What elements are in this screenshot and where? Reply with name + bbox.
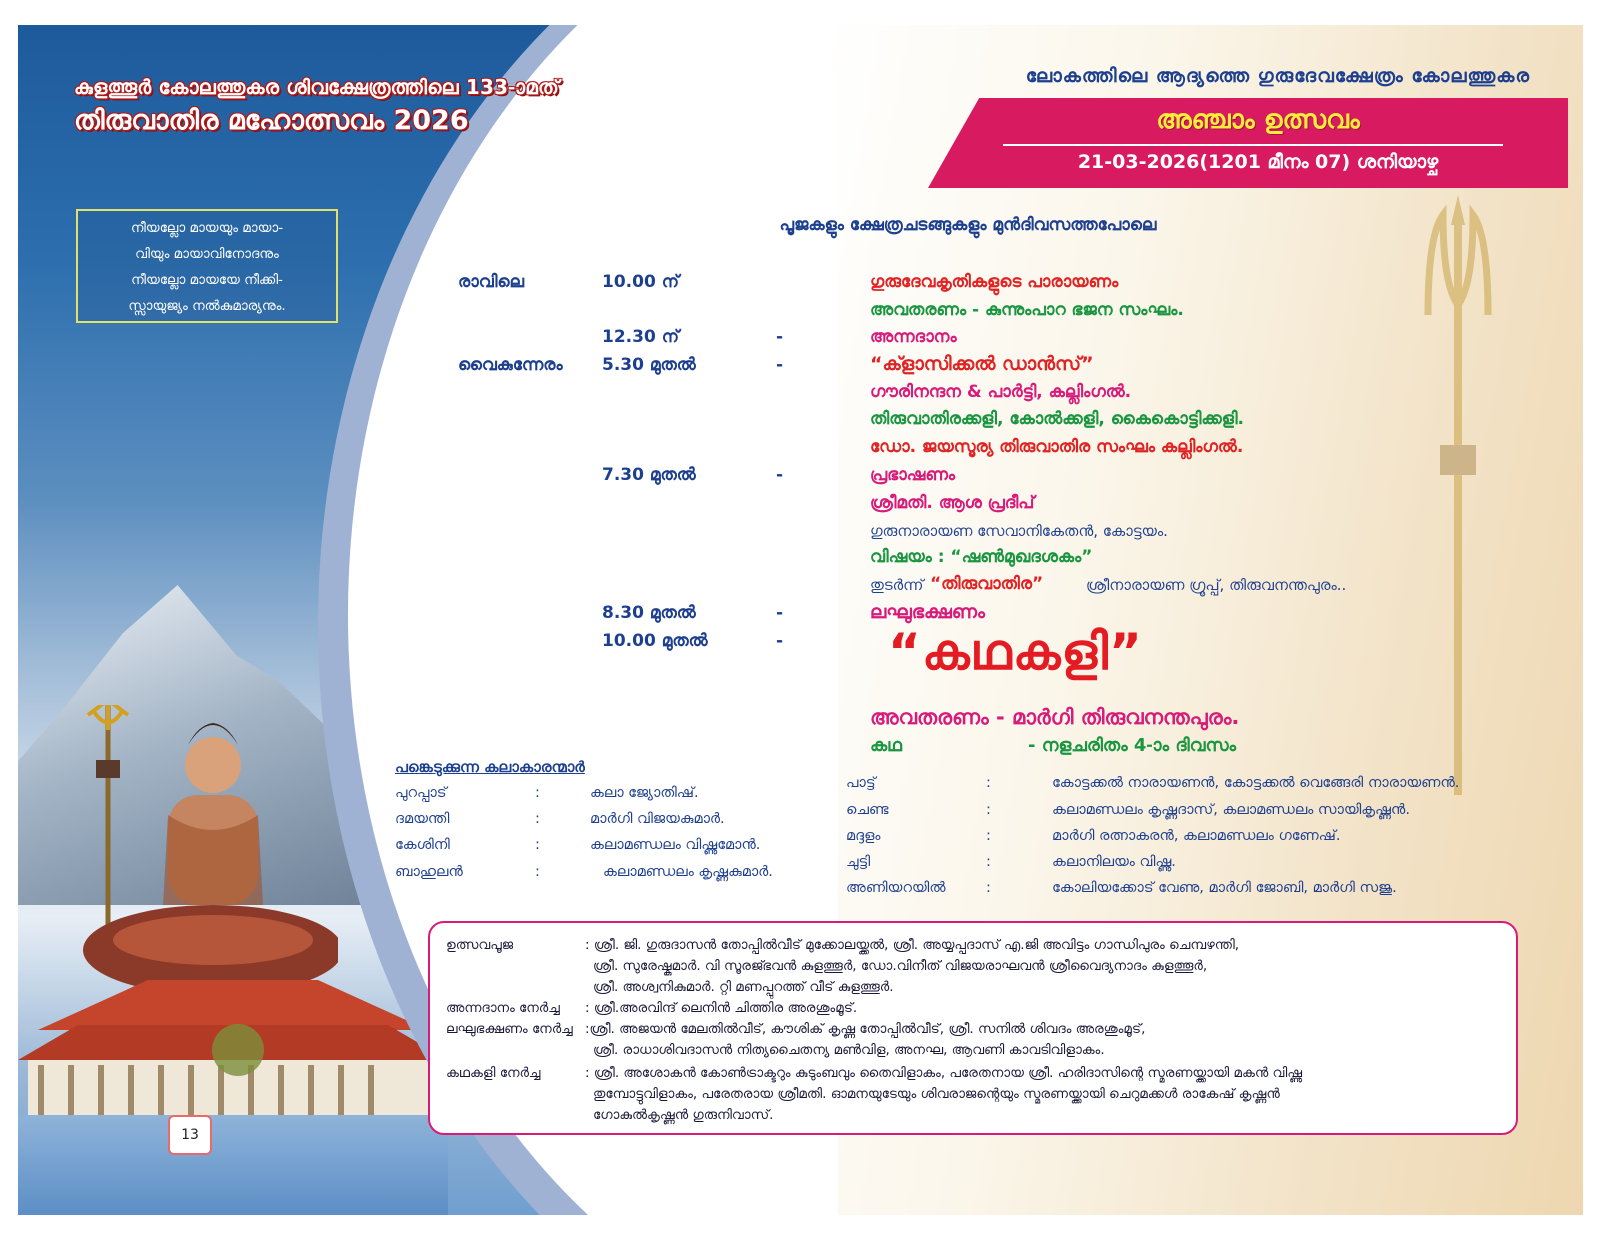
sponsor-line: ശ്രീ. സുരേഷ്കുമാർ. വി സൂരജ്ഭവൻ കുളത്തൂർ, ഡോ.വിനീത് വിജയരാഘവൻ ശ്രീവൈദ്യനാദം കുളത്തൂർ, (593, 958, 1208, 974)
artist-role: ബാഹുലൻ (395, 864, 463, 880)
sponsor-line: തുമ്പോട്ടുവിളാകം, പരേതരായ ശ്രീമതി. ഓമനയുടേയും ശിവരാജന്റെയും സ്മരണയ്ക്കായി ചെറുമക്കൾ രാകേഷ് കൃഷ്ണൻ (593, 1086, 1280, 1102)
schedule-detail: ഡോ. ജയസൂര്യ തിരുവാതിര സംഘം കല്ലിംഗൽ. (870, 437, 1244, 457)
sponsors-box (428, 921, 1518, 1135)
followup-group: ശ്രീനാരായണ ഗ്രൂപ്പ്, തിരുവനന്തപുരം.. (1086, 576, 1347, 594)
ribbon-divider (1003, 144, 1503, 146)
water-reflection (18, 1115, 448, 1215)
story-value: - നളചരിതം 4-ാം ദിവസം (1028, 735, 1237, 756)
schedule-dash: - (776, 603, 784, 623)
artist-name: മാർഗി രത്നാകരൻ, കലാമണ്ഡലം ഗണേഷ്. (1052, 828, 1341, 844)
schedule-time: 7.30 മുതൽ (602, 465, 696, 485)
artist-colon: : (535, 785, 540, 801)
page-number: 13 (168, 1115, 212, 1155)
schedule-dash: - (776, 355, 784, 375)
artist-name: മാർഗി വിജയകുമാർ. (590, 811, 725, 827)
poem-line: നീയല്ലോ മായയേ നീക്കി- (131, 272, 283, 288)
trishul-decoration-icon (1418, 195, 1498, 795)
sponsor-line: ശ്രീ. അശ്വനികുമാർ. റ്റി മണപ്പുറത്ത് വീട് കുളത്തൂർ. (593, 979, 894, 995)
schedule-title: ഗുരുദേവകൃതികളുടെ പാരായണം (870, 272, 1119, 292)
brochure-page (18, 25, 1583, 1215)
festival-header (74, 75, 559, 137)
schedule-detail: ഗൗരിനന്ദന & പാർട്ടി, കല്ലിംഗൽ. (870, 382, 1132, 402)
artist-name: കലാമണ്ഡലം കൃഷ്ണദാസ്, കലാമണ്ഡലം സായികൃഷ്ണൻ. (1052, 802, 1410, 818)
speaker-name: ശ്രീമതി. ആശ പ്രദീപ് (870, 493, 1035, 513)
artist-colon: : (535, 837, 540, 853)
sponsor-line: ശ്രീ. രാധാശിവദാസൻ നിത്യചൈതന്യ മൺവിള, അനഘ, ആവണി കാവടിവിളാകം. (593, 1042, 1105, 1058)
schedule-title: അന്നദാനം (870, 327, 957, 347)
sponsor-line: : ശ്രീ. അശോകൻ കോൺട്രാക്ടറും കുടുംബവും തൈവിളാകം, പരേതനായ ശ്രീ. ഹരിദാസിന്റെ സ്മരണയ്ക്കായി മകൻ വിഷ്ണു (585, 1065, 1303, 1081)
artist-name: കലാനിലയം വിഷ്ണു. (1052, 854, 1176, 870)
temple-tagline: ലോകത്തിലെ ആദ്യത്തെ ഗുരുദേവക്ഷേത്രം കോലത്തുകര (1025, 65, 1530, 87)
schedule-dash: - (776, 465, 784, 485)
artist-role: ചെണ്ട (846, 802, 889, 818)
festival-title: തിരുവാതിര മഹോത്സവം 2026 (74, 105, 469, 136)
schedule-dash: - (776, 631, 784, 651)
poem-line: വിയും മായാവിനോദനും (135, 246, 279, 262)
artist-role: ചുട്ടി (846, 854, 871, 870)
schedule-detail: തിരുവാതിരക്കളി, കോൽക്കളി, കൈകൊട്ടിക്കളി. (870, 409, 1244, 429)
sponsor-line: ഗോകുൽകൃഷ്ണൻ ഗുരുനിവാസ്. (593, 1107, 774, 1123)
schedule-title: “ക്ളാസിക്കൽ ഡാൻസ്” (870, 353, 1094, 375)
schedule-period: വൈകുന്നേരം (458, 355, 563, 375)
artist-role: പാട്ട് (846, 775, 876, 791)
speech-topic: വിഷയം : “ഷൺമുഖദശകം” (870, 547, 1093, 567)
artist-role: അണിയറയിൽ (846, 880, 946, 896)
schedule-title: പ്രഭാഷണം (870, 465, 956, 485)
artist-name: കലാ ജ്യോതിഷ്. (590, 785, 699, 801)
followup-highlight: “തിരുവാതിര” (930, 574, 1044, 594)
schedule-detail: അവതരണം - കുന്നുംപാറ ഭജന സംഘം. (870, 300, 1184, 320)
artist-colon: : (986, 828, 991, 844)
shiva-figure-illustration (48, 705, 338, 1005)
poem-line: സ്സായുജ്യം നൽകുമാര്യനും. (128, 298, 286, 314)
rituals-note: പൂജകളും ക്ഷേത്രചടങ്ങുകളും മുൻദിവസത്തപോലെ (779, 215, 1157, 235)
schedule-period: രാവിലെ (458, 272, 525, 292)
schedule-time: 5.30 മുതൽ (602, 355, 696, 375)
artist-role: കേശിനി (395, 837, 450, 853)
artist-name: കലാമണ്ഡലം കൃഷ്ണകുമാർ. (603, 864, 773, 880)
sponsor-line: : ശ്രീ. ജി. ഗുരുദാസൻ തോപ്പിൽവീട് മുക്കോലയ്ക്കൽ, ശ്രീ. അയ്യപ്പദാസ് എ.ജി അവിട്ടം ഗാന്ധിപുരം ചെമ്പഴന്തി, (585, 937, 1240, 953)
artists-heading: പങ്കെടുക്കുന്ന കലാകാരന്മാർ (395, 758, 585, 776)
schedule-time: 8.30 മുതൽ (602, 603, 696, 623)
artist-colon: : (535, 811, 540, 827)
schedule-title: ലഘുഭക്ഷണം (870, 601, 985, 623)
speaker-affiliation: ഗുരുനാരായണ സേവാനികേതൻ, കോട്ടയം. (870, 522, 1168, 540)
poem-line: നീയല്ലോ മായയും മായാ- (130, 220, 284, 236)
artist-colon: : (986, 775, 991, 791)
artist-colon: : (986, 802, 991, 818)
schedule-dash: - (776, 327, 784, 347)
artist-name: കലാമണ്ഡലം വിഷ്ണുമോൻ. (590, 837, 761, 853)
story-label: കഥ (870, 735, 902, 756)
sponsor-category: ലഘുഭക്ഷണം നേർച്ച (446, 1021, 573, 1037)
sponsor-category: അന്നദാനം നേർച്ച (446, 1000, 560, 1016)
kathakali-title: “കഥകളി” (888, 623, 1143, 681)
day-date: 21-03-2026(1201 മീനം 07) ശനിയാഴ്ച (1077, 151, 1439, 173)
temple-name: കുളത്തൂർ കോലത്തുകര ശിവക്ഷേത്രത്തിലെ 133-ാമത് (74, 75, 560, 99)
sponsor-line: :ശ്രീ. അജയൻ മേലതിൽവീട്, കൗശിക് കൃഷ്ണ തോപ്പിൽവീട്, ശ്രീ. സനിൽ ശിവദം അരശുംമൂട്, (585, 1021, 1146, 1037)
artist-name: കോട്ടക്കൽ നാരായണൻ, കോട്ടക്കൽ വെങ്ങേരി നാരായണൻ. (1052, 775, 1460, 791)
artist-name: കോലിയക്കോട് വേണു, മാർഗി ജോബി, മാർഗി സജു. (1052, 880, 1397, 896)
sponsor-line: : ശ്രീ.അരവിന്ദ് ലെനിൻ ചിത്തിര അരശുംമൂട്. (585, 1000, 858, 1016)
artist-colon: : (986, 854, 991, 870)
performance-presenter: അവതരണം - മാർഗി തിരുവനന്തപുരം. (870, 705, 1240, 729)
schedule-time: 10.00 ന് (602, 272, 679, 292)
followup-prefix: തുടർന്ന് (870, 576, 924, 594)
sponsor-category: ഉത്സവപൂജ (446, 937, 514, 953)
artist-colon: : (986, 880, 991, 896)
artist-role: പുറപ്പാട് (395, 785, 447, 801)
poem-verse-box (76, 209, 338, 323)
schedule-time: 10.00 മുതൽ (602, 631, 708, 651)
artist-colon: : (535, 864, 540, 880)
schedule-time: 12.30 ന് (602, 327, 679, 347)
artist-role: ദമയന്തി (395, 811, 450, 827)
day-title: അഞ്ചാം ഉത്സവം (1156, 105, 1360, 135)
artist-role: മദ്ദളം (846, 828, 881, 844)
sponsor-category: കഥകളി നേർച്ച (446, 1065, 541, 1081)
